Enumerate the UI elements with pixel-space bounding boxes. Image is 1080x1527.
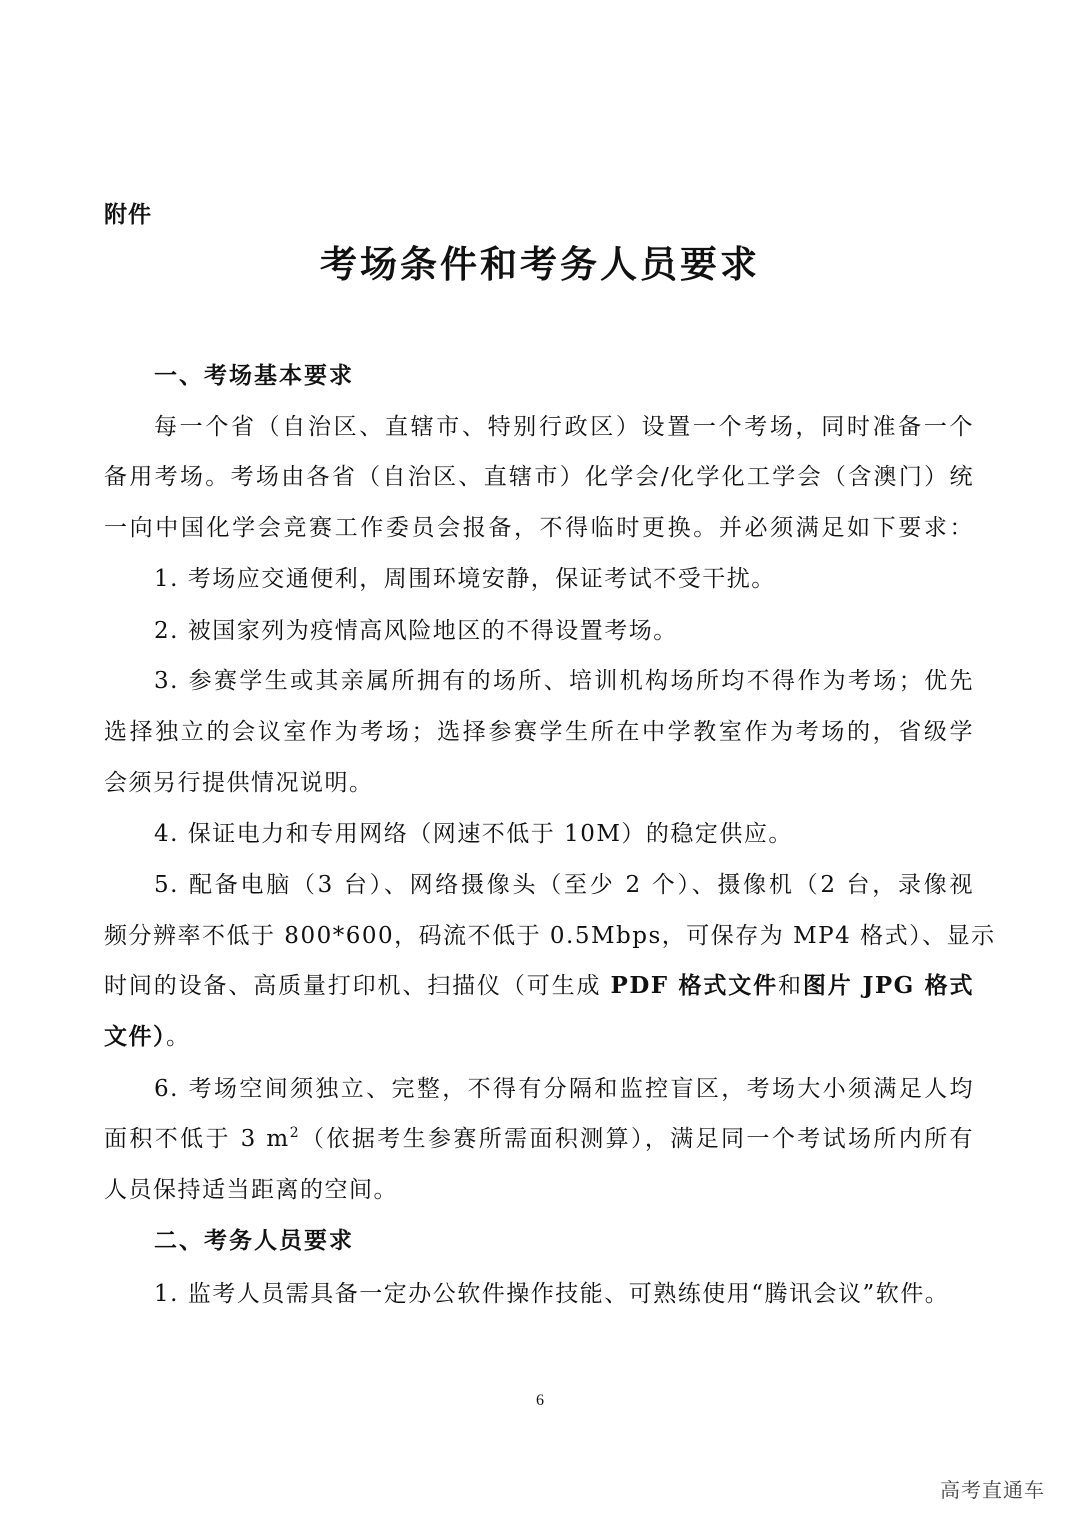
item5-jpg-format: 图片 JPG 格式 [802, 972, 975, 999]
requirement-item-4: 4. 保证电力和专用网络（网速不低于 10M）的稳定供应。 [154, 821, 793, 847]
requirement-item-5-line-3 [104, 967, 974, 1000]
attachment-label: 附件 [104, 202, 152, 228]
document-title: 考场条件和考务人员要求 [320, 243, 760, 286]
item5-pdf-format: PDF 格式文件 [610, 972, 778, 999]
section1-intro-line-1: 每一个省（自治区、直辖市、特别行政区）设置一个考场，同时准备一个 [154, 414, 974, 440]
section2-heading: 二、考务人员要求 [154, 1228, 354, 1254]
requirement-item-6-line-1: 6. 考场空间须独立、完整，不得有分隔和监控盲区，考场大小须满足人均 [154, 1076, 974, 1102]
requirement-item-5-line-4 [104, 1018, 974, 1051]
requirement-item-3-line-2: 选择独立的会议室作为考场；选择参赛学生所在中学教室作为考场的，省级学 [104, 719, 974, 745]
item6-area-text: 面积不低于 3 m [104, 1126, 290, 1152]
page-number: 6 [536, 1392, 544, 1409]
requirement-item-6-line-3: 人员保持适当距离的空间。 [104, 1177, 398, 1203]
requirement-item-2: 2. 被国家列为疫情高风险地区的不得设置考场。 [154, 618, 678, 644]
item5-and: 和 [777, 973, 803, 999]
item5-file-bold: 文件） [104, 1023, 166, 1050]
section1-intro-line-3: 一向中国化学会竞赛工作委员会报备，不得临时更换。并必须满足如下要求： [104, 515, 974, 541]
requirement-item-1: 1. 考场应交通便利，周围环境安静，保证考试不受干扰。 [154, 566, 776, 592]
item6-superscript: 2 [289, 1125, 301, 1141]
item5-line3-text: 时间的设备、高质量打印机、扫描仪（可生成 [104, 973, 611, 999]
requirement-item-6-line-2 [104, 1120, 974, 1153]
item5-period: 。 [166, 1024, 191, 1050]
staff-requirement-item-1: 1. 监考人员需具备一定办公软件操作技能、可熟练使用“腾讯会议”软件。 [154, 1281, 950, 1307]
section1-intro-line-2: 备用考场。考场由各省（自治区、直辖市）化学会/化学化工学会（含澳门）统 [104, 464, 974, 490]
requirement-item-3-line-3: 会须另行提供情况说明。 [104, 770, 374, 796]
section1-heading: 一、考场基本要求 [154, 363, 354, 389]
item6-line2-rest: （依据考生参赛所需面积测算），满足同一个考试场所内所有 [300, 1126, 974, 1152]
requirement-item-3-line-1: 3. 参赛学生或其亲属所拥有的场所、培训机构场所均不得作为考场；优先 [154, 668, 974, 694]
watermark-text: 高考直通车 [940, 1478, 1045, 1502]
requirement-item-5-line-2: 频分辨率不低于 800*600，码流不低于 0.5Mbps，可保存为 MP4 格式）、显示 [104, 923, 996, 949]
requirement-item-5-line-1: 5. 配备电脑（3 台）、网络摄像头（至少 2 个）、摄像机（2 台，录像视 [154, 872, 974, 898]
